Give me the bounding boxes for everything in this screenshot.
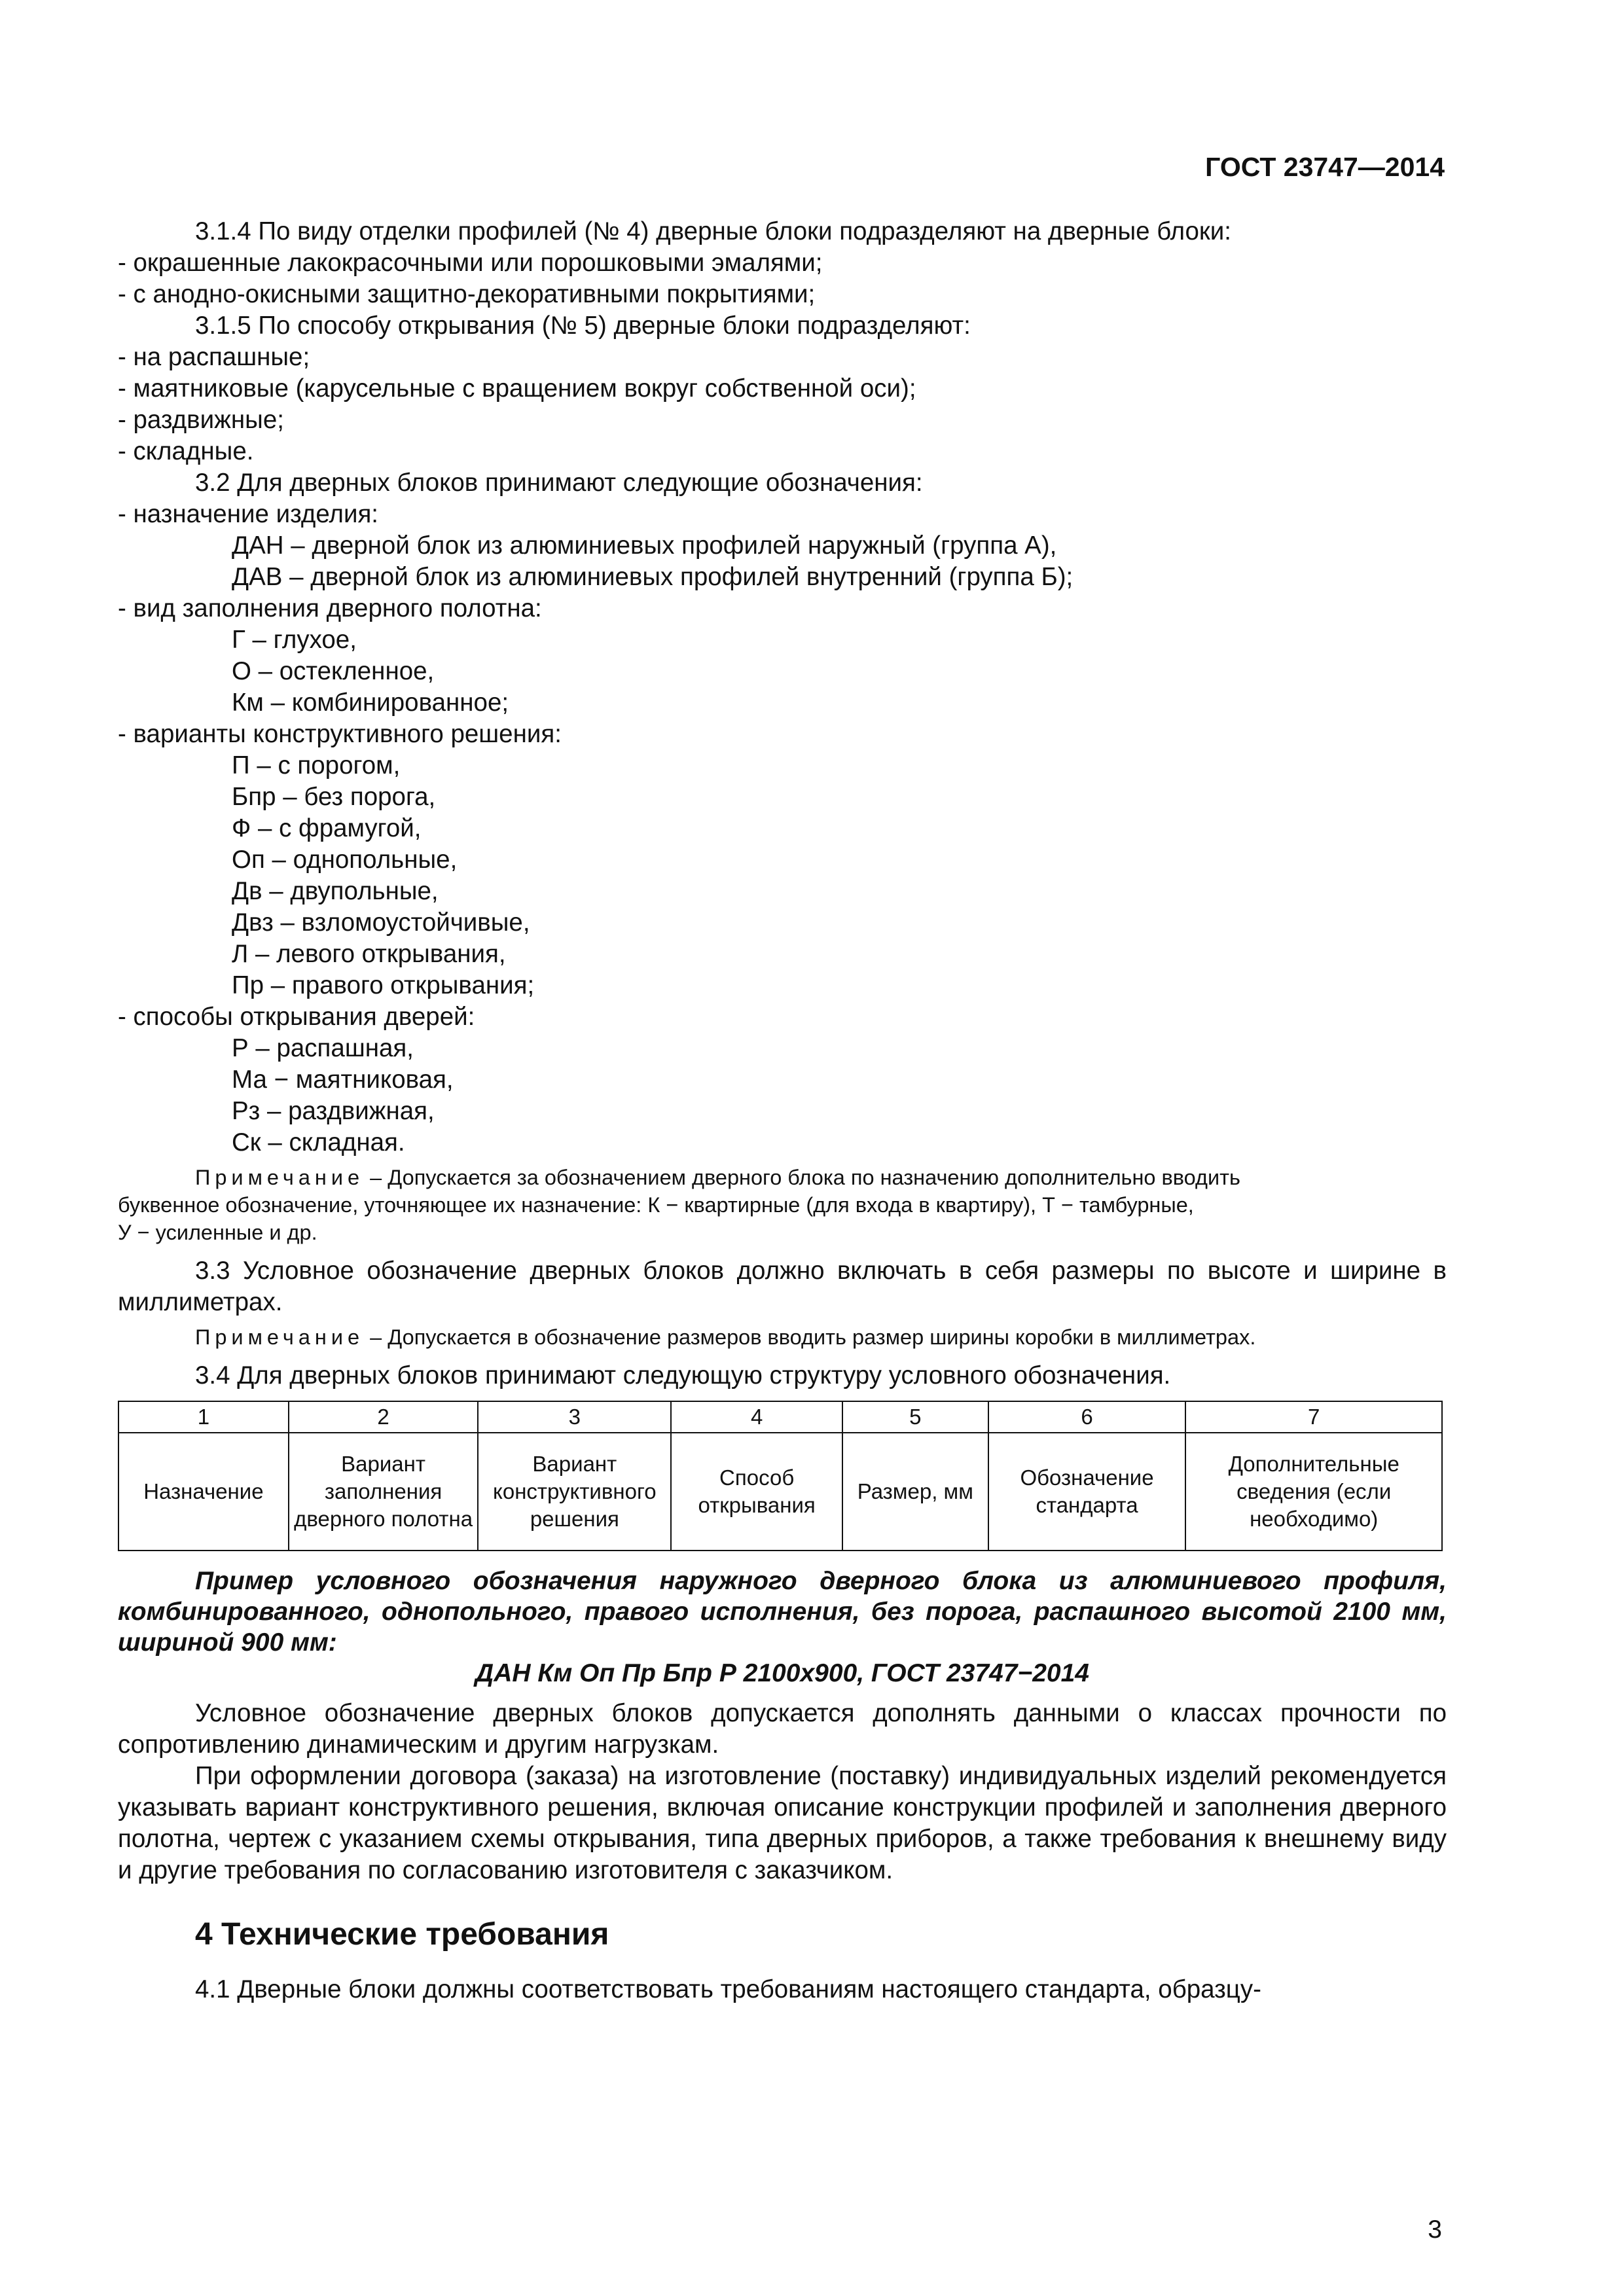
table-cell: Размер, мм [842, 1433, 988, 1551]
example-code: ДАН Км Оп Пр Бпр Р 2100х900, ГОСТ 23747−2014 [475, 1659, 1089, 1687]
table-cell: Вариант конструктивного решения [478, 1433, 671, 1551]
list-item: - маятниковые (карусельные с вращением вокруг собственной оси); [118, 374, 916, 403]
designation-item: Двз – взломоустойчивые, [232, 908, 530, 937]
clause-line: 3.1.5 По способу открывания (№ 5) дверные блоки подразделяют: [195, 312, 971, 340]
clause-3-4: 3.4 Для дверных блоков принимают следующую структуру условного обозначения. [195, 1361, 1171, 1390]
table-cell: 4 [671, 1401, 842, 1433]
list-item: - складные. [118, 437, 254, 465]
note-label: Примечание [195, 1166, 365, 1189]
note-1 [118, 1164, 1447, 1246]
document-code-header: ГОСТ 23747—2014 [1205, 152, 1445, 182]
paragraph-contract: При оформлении договора (заказа) на изготовление (поставку) индивидуальных изделий рекомендуется указывать вариант конструктивного решения, включая описание конструкции профилей и заполнения дверного полотна, чертеж с указанием схемы открывания, типа дверных приборов, а также требования к внешнему виду и другие требования по согласованию изготовителя с заказчиком. [118, 1762, 1447, 1884]
designation-item: Дв – двупольные, [232, 877, 439, 905]
designation-structure-table [118, 1401, 1443, 1551]
designation-item: Пр – правого открывания; [232, 971, 535, 999]
note-label: Примечание [195, 1325, 365, 1349]
table-cell: 3 [478, 1401, 671, 1433]
designation-heading: - способы открывания дверей: [118, 1003, 475, 1031]
page-number: 3 [1428, 2215, 1442, 2244]
clauses-top [118, 216, 1447, 499]
list-item: - на распашные; [118, 343, 310, 371]
note-text: У − усиленные и др. [118, 1221, 317, 1244]
designation-item: ДАН – дверной блок из алюминиевых профилей наружный (группа А), [232, 531, 1057, 560]
table-cell: Назначение [118, 1433, 289, 1551]
designation-item: Ф – с фрамугой, [232, 814, 422, 842]
clause-line: 3.2 Для дверных блоков принимают следующие обозначения: [195, 469, 923, 497]
table-cell: Вариант заполнения дверного полотна [289, 1433, 478, 1551]
table-cell: 6 [988, 1401, 1186, 1433]
example-text: Пример условного обозначения наружного дверного блока из алюминиевого профиля, комбинированного, однопольного, правого исполнения, без порога, распашного высотой 2100 мм, шириной 900 мм: [118, 1567, 1447, 1657]
designation-heading: - назначение изделия: [118, 500, 379, 528]
page-content [118, 216, 1447, 2005]
designation-heading: - вид заполнения дверного полотна: [118, 594, 542, 622]
designation-item: Бпр – без порога, [232, 783, 436, 811]
table-cell: Дополнительные сведения (если необходимо) [1185, 1433, 1442, 1551]
designation-example [118, 1566, 1447, 1689]
table-cell: 2 [289, 1401, 478, 1433]
table-header-row [118, 1433, 1442, 1551]
table-cell: 1 [118, 1401, 289, 1433]
designation-item: Рз – раздвижная, [232, 1097, 435, 1125]
section-4-title: 4 Технические требования [195, 1917, 609, 1952]
designation-item: О – остекленное, [232, 657, 435, 685]
note-text: – Допускается в обозначение размеров вводить размер ширины коробки в миллиметрах. [370, 1325, 1256, 1349]
designation-item: П – с порогом, [232, 751, 401, 780]
designation-item: Км – комбинированное; [232, 689, 509, 717]
note-text: буквенное обозначение, уточняющее их назначение: К − квартирные (для входа в квартиру), Т − тамбурные, [118, 1193, 1194, 1217]
clause-line: 3.1.4 По виду отделки профилей (№ 4) дверные блоки подразделяют на дверные блоки: [195, 217, 1231, 245]
clause-4-1: 4.1 Дверные блоки должны соответствовать требованиям настоящего стандарта, образцу- [195, 1975, 1261, 2003]
list-item: - окрашенные лакокрасочными или порошковыми эмалями; [118, 249, 823, 277]
designations-list [118, 499, 1447, 1158]
designation-item: Ма − маятниковая, [232, 1066, 454, 1094]
designation-item: ДАВ – дверной блок из алюминиевых профилей внутренний (группа Б); [232, 563, 1074, 591]
designation-item: Г – глухое, [232, 626, 357, 654]
paragraph-additional-data: Условное обозначение дверных блоков допускается дополнять данными о классах прочности по сопротивлению динамическим и другим нагрузкам. [118, 1699, 1447, 1759]
table-cell: 5 [842, 1401, 988, 1433]
table-cell: Способ открывания [671, 1433, 842, 1551]
clause-3-3: 3.3 Условное обозначение дверных блоков должно включать в себя размеры по высоте и ширине в миллиметрах. [118, 1257, 1447, 1316]
list-item: - раздвижные; [118, 406, 284, 434]
table-cell: 7 [1185, 1401, 1442, 1433]
list-item: - с анодно-окисными защитно-декоративными покрытиями; [118, 280, 816, 308]
table-number-row [118, 1401, 1442, 1433]
designation-item: Ск – складная. [232, 1128, 405, 1157]
note-text: – Допускается за обозначением дверного блока по назначению дополнительно вводить [370, 1166, 1240, 1189]
designation-item: Оп – однопольные, [232, 846, 458, 874]
designation-item: Л – левого открывания, [232, 940, 506, 968]
designation-heading: - варианты конструктивного решения: [118, 720, 562, 748]
note-2 [118, 1323, 1447, 1351]
table-cell: Обозначение стандарта [988, 1433, 1186, 1551]
designation-item: Р – распашная, [232, 1034, 414, 1062]
